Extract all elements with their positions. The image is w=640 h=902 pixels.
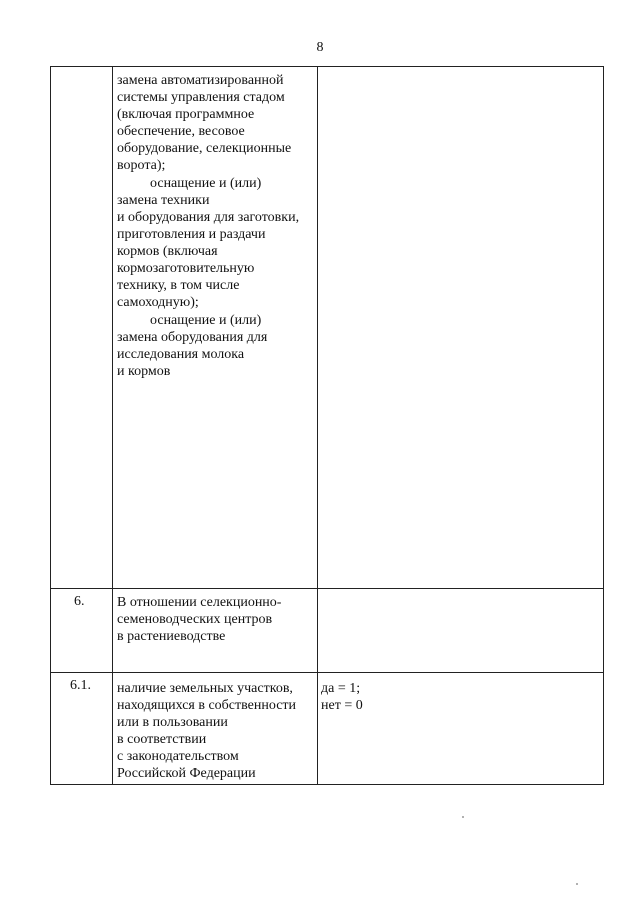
table-border-bottom [50, 784, 604, 785]
value-line: да = 1; [321, 681, 361, 696]
column-divider [112, 66, 113, 785]
text-line: семеноводческих центров [117, 612, 273, 627]
text-line: в соответствии [117, 732, 207, 747]
text-line: находящихся в собственности [117, 698, 297, 713]
text-line: оснащение и (или) [150, 313, 262, 328]
text-line: замена оборудования для [117, 330, 268, 345]
criteria-table [50, 66, 604, 784]
text-line: исследования молока [117, 347, 245, 362]
row-number: 6. [74, 594, 85, 609]
text-line: ворота); [117, 158, 166, 173]
text-line: оснащение и (или) [150, 176, 262, 191]
row-divider [50, 588, 604, 589]
text-line: системы управления стадом [117, 90, 285, 105]
text-line: технику, в том числе [117, 278, 240, 293]
text-line: обеспечение, весовое [117, 124, 245, 139]
text-line: приготовления и раздачи [117, 227, 266, 242]
text-line: кормов (включая [117, 244, 218, 259]
text-line: самоходную); [117, 295, 199, 310]
table-border-right [603, 66, 604, 785]
text-line: В отношении селекционно- [117, 595, 282, 610]
page-number: 8 [316, 40, 324, 55]
text-line: и кормов [117, 364, 171, 379]
text-line: Российской Федерации [117, 766, 256, 781]
text-line: и оборудования для заготовки, [117, 210, 300, 225]
column-divider [317, 66, 318, 785]
text-line: замена техники [117, 193, 210, 208]
scan-speck [576, 883, 578, 885]
value-line: нет = 0 [321, 698, 363, 713]
text-line: оборудование, селекционные [117, 141, 292, 156]
row-divider [50, 672, 604, 673]
text-line: замена автоматизированной [117, 73, 284, 88]
text-line: с законодательством [117, 749, 239, 764]
table-border-top [50, 66, 604, 67]
table-border-left [50, 66, 51, 785]
text-line: кормозаготовительную [117, 261, 255, 276]
text-line: в растениеводстве [117, 629, 226, 644]
row-number: 6.1. [70, 678, 91, 693]
scan-speck [462, 816, 464, 818]
text-line: (включая программное [117, 107, 255, 122]
text-line: наличие земельных участков, [117, 681, 293, 696]
text-line: или в пользовании [117, 715, 228, 730]
